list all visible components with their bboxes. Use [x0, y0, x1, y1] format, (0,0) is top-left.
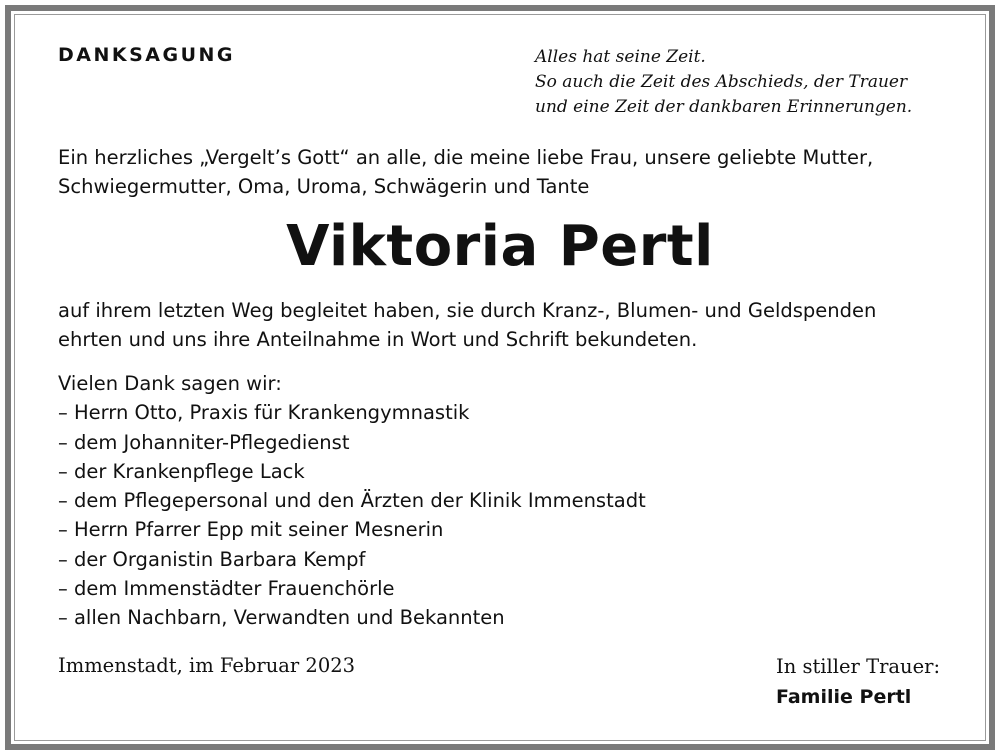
list-item: – dem Immenstädter Frauenchörle — [58, 577, 395, 601]
thanks-intro: Vielen Dank sagen wir: — [58, 372, 282, 395]
followup-line: ehrten und uns ihre Anteilnahme in Wort und Schrift bekundeten. — [58, 328, 698, 351]
signoff-family: Familie Pertl — [776, 686, 912, 708]
motto-line: Alles hat seine Zeit. — [535, 47, 706, 67]
intro-line: Schwiegermutter, Oma, Uroma, Schwägerin und Tante — [58, 175, 590, 198]
intro-line: Ein herzliches „Vergelt’s Gott“ an alle, die meine liebe Frau, unsere geliebte Mutter, — [58, 146, 874, 169]
list-item: – dem Pflegepersonal und den Ärzten der Klinik Immenstadt — [58, 489, 646, 513]
thanks-list — [58, 398, 646, 632]
place-date: Immenstadt, im Februar 2023 — [58, 654, 356, 677]
signoff — [776, 652, 940, 712]
followup-line: auf ihrem letzten Weg begleitet haben, sie durch Kranz-, Blumen- und Geldspenden — [58, 299, 877, 322]
followup-paragraph — [58, 296, 876, 354]
signoff-label: In stiller Trauer: — [776, 655, 941, 678]
notice-heading: DANKSAGUNG — [58, 44, 236, 66]
list-item: – der Krankenpflege Lack — [58, 459, 305, 483]
list-item: – Herrn Pfarrer Epp mit seiner Mesnerin — [58, 518, 444, 542]
list-item: – dem Johanniter-Pflegedienst — [58, 430, 350, 454]
motto-line: und eine Zeit der dankbaren Erinnerungen. — [535, 97, 913, 117]
list-item: – allen Nachbarn, Verwandten und Bekannten — [58, 606, 505, 630]
motto — [535, 45, 955, 120]
list-item: – Herrn Otto, Praxis für Krankengymnastik — [58, 401, 470, 425]
intro-paragraph — [58, 143, 873, 201]
motto-line: So auch die Zeit des Abschieds, der Trauer — [535, 72, 908, 92]
thanks-section — [58, 369, 646, 633]
list-item: – der Organistin Barbara Kempf — [58, 547, 366, 571]
deceased-name: Viktoria Pertl — [286, 214, 714, 279]
